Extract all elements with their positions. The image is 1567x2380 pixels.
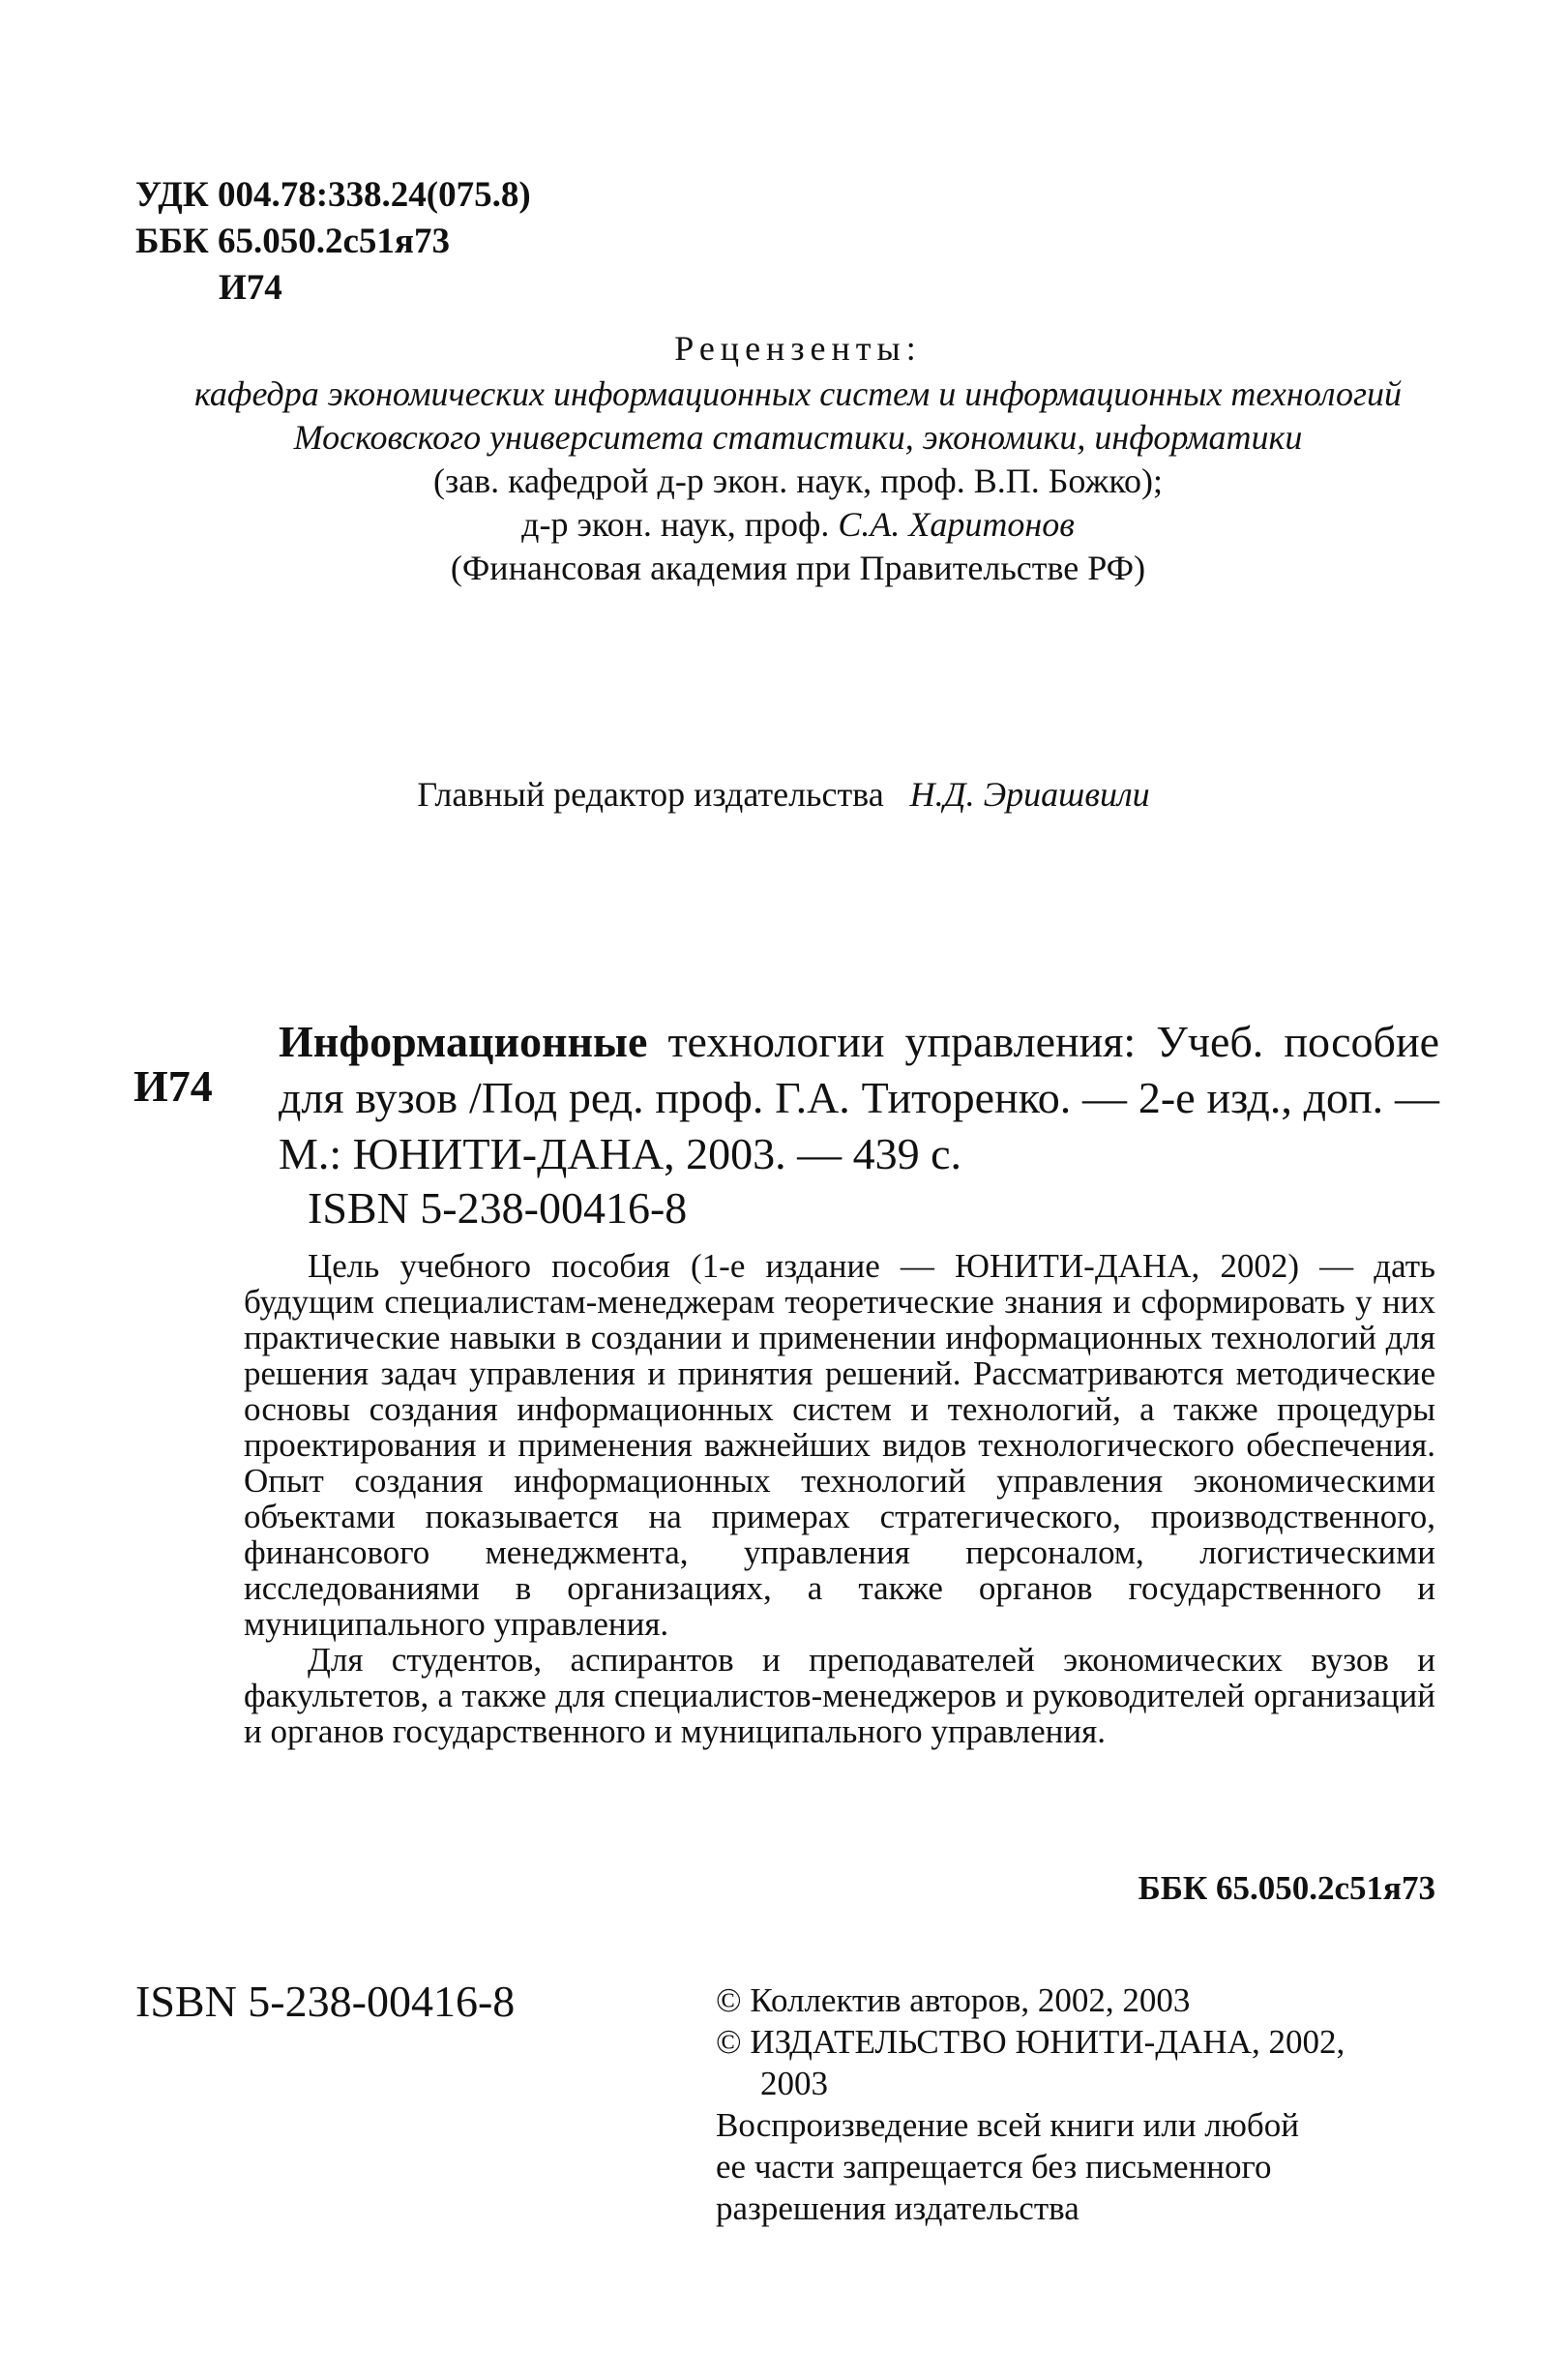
copyright-block xyxy=(716,1979,1451,2229)
reviewer-second-affiliation: (Финансовая академия при Правительстве РФ) xyxy=(450,549,1146,587)
bibliographic-citation xyxy=(279,1014,1439,1182)
reviewer-second-name: С.А. Харитонов xyxy=(838,505,1075,544)
reproduction-notice-line1: Воспроизведение всей книги или любой xyxy=(716,2106,1299,2144)
reviewer-department: кафедра экономических информационных систем и информационных технологий xyxy=(193,374,1403,413)
bbk-footer-code: ББК 65.050.2с51я73 xyxy=(1138,1869,1435,1907)
reviewer-second xyxy=(155,503,1441,547)
citation-isbn: ISBN 5-238-00416-8 xyxy=(308,1183,688,1233)
chief-editor-label: Главный редактор издательства xyxy=(417,775,884,814)
chief-editor-name: Н.Д. Эриашвили xyxy=(909,775,1150,814)
abstract-paragraph-1: Цель учебного пособия (1-е издание — ЮНИТИ-ДАНА, 2002) — дать будущим специалистам-менеджерам теоретические знания и сформировать у них практические навыки в создании и применении информационных технологий для решения задач управления и принятия решений. Рассматриваются методические основы создания информационных систем и технологий, а также процедуры проектирования и применения важнейших видов технологического обеспечения. Опыт создания информационных технологий управления экономическими объектами показывается на примерах стратегического, производственного, финансового менеджмента, управления персоналом, логистическими исследованиями в организациях, а также органов государственного и муниципального управления. xyxy=(244,1247,1435,1643)
footer-isbn: ISBN 5-238-00416-8 xyxy=(135,1977,516,2026)
bbk-code: ББК 65.050.2с51я73 xyxy=(135,222,450,261)
citation-line-1 xyxy=(279,1014,1439,1070)
udk-code: УДК 004.78:338.24(075.8) xyxy=(135,175,531,215)
reviewer-head: (зав. кафедрой д-р экон. наук, проф. В.П. Божко); xyxy=(432,461,1163,500)
citation-index: И74 xyxy=(133,1061,213,1111)
copyright-publisher xyxy=(716,2021,1451,2104)
reproduction-notice-line3: разрешения издательства xyxy=(716,2189,1079,2227)
citation-line-3: М.: ЮНИТИ-ДАНА, 2003. — 439 с. xyxy=(279,1129,961,1178)
copyright-authors: © Коллектив авторов, 2002, 2003 xyxy=(716,1981,1191,2019)
citation-line-2: для вузов /Под ред. проф. Г.А. Титоренко. — 2-е изд., доп. — xyxy=(279,1073,1439,1122)
abstract xyxy=(244,1248,1435,1749)
chief-editor xyxy=(0,774,1567,815)
reviewer-university: Московского университета статистики, экономики, информатики xyxy=(293,418,1303,457)
abstract-paragraph-2: Для студентов, аспирантов и преподавателей экономических вузов и факультетов, а также для специалистов-менеджеров и руководителей организаций и органов государственного и муниципального управления. xyxy=(244,1641,1435,1750)
catalog-codes xyxy=(135,172,531,312)
book-title-bold: Информационные xyxy=(279,1017,648,1066)
reviewer-second-title: д-р экон. наук, проф. xyxy=(521,505,830,544)
book-title-rest: технологии управления: Учеб. пособие xyxy=(667,1017,1439,1066)
reviewers-heading: Рецензенты: xyxy=(674,329,922,368)
author-index: И74 xyxy=(219,268,282,308)
copyright-publisher-line1: © ИЗДАТЕЛЬСТВО ЮНИТИ-ДАНА, 2002, xyxy=(716,2023,1345,2061)
reviewers-block xyxy=(155,327,1441,590)
copyright-publisher-line2: 2003 xyxy=(760,2065,828,2102)
reproduction-notice-line2: ее части запрещается без письменного xyxy=(716,2148,1272,2186)
